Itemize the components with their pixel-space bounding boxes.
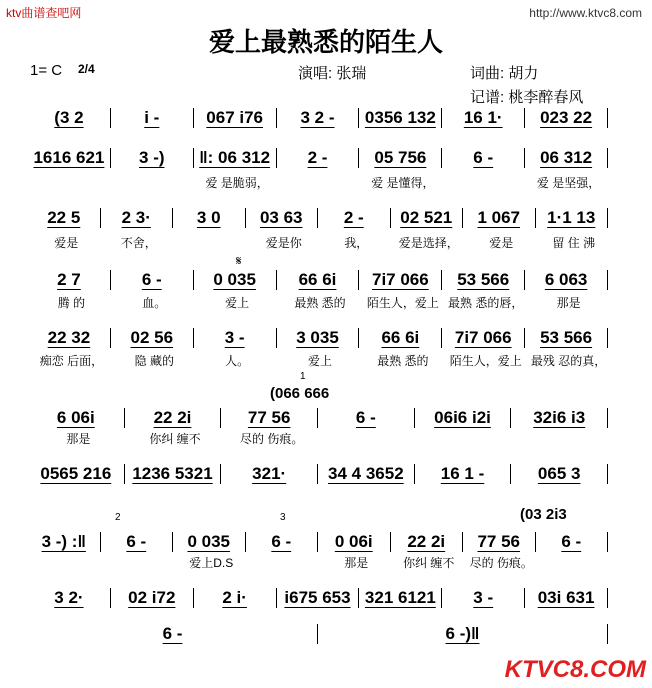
- lyric: [103, 556, 176, 570]
- measure: 02 i72: [128, 588, 176, 607]
- measure: 6 -)‖: [445, 624, 480, 643]
- measure: 7i7 066: [454, 328, 512, 347]
- bar-line: [462, 208, 463, 228]
- key-signature: 1= C: [30, 62, 63, 79]
- lyric: 人。: [225, 354, 250, 368]
- bar-line: [276, 108, 277, 128]
- composer: 词曲: 胡力: [470, 65, 539, 82]
- song-title: 爱上最熟悉的陌生人: [208, 28, 443, 58]
- measure: 6 -: [126, 532, 147, 551]
- measure: 06 312: [540, 148, 593, 167]
- bar-line: [317, 464, 318, 484]
- bar-line: [193, 270, 194, 290]
- measure: 22 2i: [407, 532, 446, 551]
- measure: 03 63: [259, 208, 303, 227]
- measure: 16 1 -: [440, 464, 485, 483]
- bar-line: [414, 464, 415, 484]
- lyric: [30, 176, 113, 190]
- bar-line: [414, 408, 415, 428]
- measure: i -: [144, 108, 160, 127]
- measure: 05 756: [374, 148, 427, 167]
- measure: 6 -: [271, 532, 292, 551]
- bar-line: [607, 270, 608, 290]
- site-url[interactable]: http://www.ktvc8.com: [529, 6, 642, 20]
- bar-line: [193, 588, 194, 608]
- lyric: [279, 176, 362, 190]
- bar-line: [358, 588, 359, 608]
- measure: 023 22: [540, 108, 593, 127]
- bar-line: [462, 532, 463, 552]
- transcriber: 记谱: 桃李醉春风: [470, 89, 584, 106]
- lyric: [538, 556, 611, 570]
- lyrics-row: [30, 296, 610, 310]
- lyric: 爱 是脆弱，: [205, 176, 269, 190]
- bar-line: [193, 148, 194, 168]
- measure: 3 035: [296, 328, 339, 347]
- lyric: [444, 176, 527, 190]
- measure: 6 -: [473, 148, 494, 167]
- lyric: 爱上: [308, 354, 333, 368]
- lyric: [417, 432, 514, 446]
- measure: 0356 132: [364, 108, 436, 127]
- bar-line: [110, 328, 111, 348]
- bar-line: [524, 148, 525, 168]
- measure: 6 -: [561, 532, 582, 551]
- time-signature: 2/4: [78, 62, 95, 76]
- lyric: 那是: [66, 432, 91, 446]
- bar-line: [358, 148, 359, 168]
- lyrics-row: [30, 556, 610, 570]
- lyric: [513, 432, 610, 446]
- bar-line: [607, 532, 608, 552]
- lyric: 爱是: [489, 236, 514, 250]
- alt-ending-1: (066 666: [270, 385, 330, 402]
- measure: 16 1·: [463, 108, 503, 127]
- measure: 3 -: [224, 328, 245, 347]
- lyric: 爱 是懂得，: [371, 176, 435, 190]
- measure: 6 06i: [56, 408, 95, 427]
- measure: 3 2 -: [300, 108, 335, 127]
- measure: 3 -): [139, 148, 165, 167]
- lyric: [320, 432, 417, 446]
- lyrics-row: [30, 354, 610, 368]
- lyric: 爱是选择，: [398, 236, 459, 250]
- lyric: 陌生人，爱上: [366, 296, 439, 310]
- bar-line: [524, 328, 525, 348]
- alt-ending-2: (03 2i3: [520, 506, 567, 523]
- measure: 32i6 i3: [533, 408, 586, 427]
- bar-line: [317, 208, 318, 228]
- bar-line: [441, 108, 442, 128]
- measure: 03i 631: [537, 588, 595, 607]
- bar-line: [193, 328, 194, 348]
- bar-line: [245, 208, 246, 228]
- volta-1: 1: [300, 371, 306, 382]
- measure: 2 7: [57, 270, 81, 289]
- measure: 321·: [252, 464, 287, 483]
- bar-line: [110, 148, 111, 168]
- lyric: 最残 忍的真，: [530, 354, 607, 368]
- bar-line: [535, 532, 536, 552]
- bar-line: [276, 328, 277, 348]
- measure: 53 566: [540, 328, 593, 347]
- bar-line: [390, 208, 391, 228]
- lyric: 我，: [344, 236, 369, 250]
- site-name[interactable]: ktv曲谱查吧网: [6, 6, 82, 20]
- measure: 065 3: [537, 464, 581, 483]
- volta-3: 3: [280, 512, 286, 523]
- bar-line: [441, 328, 442, 348]
- lyric: 陌生人，爱上: [449, 354, 522, 368]
- bar-line: [100, 532, 101, 552]
- lyric: 腾 的: [57, 296, 86, 310]
- score-row: [30, 328, 610, 348]
- bar-line: [524, 270, 525, 290]
- bar-line: [358, 270, 359, 290]
- bar-line: [607, 148, 608, 168]
- lyric: 爱上: [225, 296, 250, 310]
- measure: 1 067: [477, 208, 521, 227]
- measure: 77 56: [247, 408, 291, 427]
- bar-line: [607, 588, 608, 608]
- lyric: 爱是: [54, 236, 79, 250]
- measure: 02 56: [130, 328, 174, 347]
- bar-line: [524, 588, 525, 608]
- measure: 06i6 i2i: [434, 408, 491, 427]
- score-row: [30, 148, 610, 168]
- bar-line: [358, 108, 359, 128]
- bar-line: [441, 588, 442, 608]
- measure: 6 -: [141, 270, 162, 289]
- lyric: 尽的 伤痕。: [240, 432, 304, 446]
- measure: 1616 621: [33, 148, 105, 167]
- measure: 2 -: [343, 208, 364, 227]
- bar-line: [193, 108, 194, 128]
- bar-line: [607, 208, 608, 228]
- measure: 34 4 3652: [328, 464, 404, 483]
- measure: 0 035: [213, 270, 256, 289]
- measure: 1236 5321: [132, 464, 213, 483]
- bar-line: [220, 464, 221, 484]
- lyric: [248, 556, 321, 570]
- score-row: [30, 208, 610, 228]
- measure: 53 566: [457, 270, 510, 289]
- bar-line: [317, 532, 318, 552]
- measure: 6 063: [544, 270, 588, 289]
- bar-line: [607, 328, 608, 348]
- measure: 0 06i: [334, 532, 373, 551]
- measure: 067 i76: [206, 108, 264, 127]
- lyric: 痴恋 后面，: [39, 354, 104, 368]
- measure: 77 56: [477, 532, 521, 551]
- lyric: 最熟 悉的唇，: [448, 296, 524, 310]
- measure: 2 -: [307, 148, 328, 167]
- score-row: [30, 270, 610, 290]
- bar-line: [110, 108, 111, 128]
- bar-line: [524, 108, 525, 128]
- lyric: 最熟 悉的: [294, 296, 346, 310]
- lyrics-row: [30, 432, 610, 446]
- measure: ‖: 06 312: [199, 148, 271, 167]
- score-row: [30, 624, 610, 644]
- bar-line: [607, 408, 608, 428]
- site-logo: KTVC8.COM: [504, 656, 646, 683]
- bar-line: [535, 208, 536, 228]
- lyric: 不舍，: [120, 236, 157, 250]
- bar-line: [390, 532, 391, 552]
- measure: 3 0: [196, 208, 221, 227]
- lyric: 你纠 缠不: [149, 432, 201, 446]
- score-row: [30, 464, 610, 484]
- measure: 3 2·: [54, 588, 84, 607]
- score-row: [30, 108, 610, 128]
- measure: 2 i·: [222, 588, 247, 607]
- bar-line: [220, 408, 221, 428]
- lyric: 那是: [344, 556, 369, 570]
- segno-sign: 𝄋: [236, 253, 242, 268]
- lyrics-row: [30, 236, 610, 250]
- bar-line: [110, 270, 111, 290]
- lyric: 爱 是坚强，: [536, 176, 601, 190]
- measure: 02 521: [400, 208, 453, 227]
- bar-line: [441, 148, 442, 168]
- bar-line: [607, 464, 608, 484]
- bar-line: [317, 408, 318, 428]
- measure: 2 3·: [121, 208, 151, 227]
- volta-2: 2: [115, 512, 121, 523]
- measure: 6 -: [355, 408, 376, 427]
- score-row: [30, 408, 610, 428]
- bar-line: [100, 208, 101, 228]
- lyric: 留 住 沸: [552, 236, 596, 250]
- measure: 22 2i: [153, 408, 192, 427]
- bar-line: [276, 588, 277, 608]
- measure: (3 2: [54, 108, 84, 127]
- lyric: [30, 556, 103, 570]
- bar-line: [124, 408, 125, 428]
- singer: 演唱: 张瑞: [298, 65, 367, 82]
- lyric: 爱是你: [265, 236, 302, 250]
- score-row: [30, 588, 610, 608]
- bar-line: [510, 408, 511, 428]
- lyric: 最熟 悉的: [377, 354, 429, 368]
- lyric: [113, 176, 196, 190]
- measure: 3 -) :‖: [41, 532, 86, 551]
- bar-line: [607, 108, 608, 128]
- measure: 321 6121: [364, 588, 436, 607]
- measure: i675 653: [284, 588, 351, 607]
- measure: 7i7 066: [372, 270, 429, 289]
- bar-line: [276, 148, 277, 168]
- measure: 1·1 13: [547, 208, 596, 227]
- measure: 66 6i: [298, 270, 337, 289]
- bar-line: [245, 532, 246, 552]
- bar-line: [276, 270, 277, 290]
- lyrics-row: [30, 176, 610, 190]
- measure: 22 5: [47, 208, 81, 227]
- measure: 3 -: [473, 588, 494, 607]
- bar-line: [441, 270, 442, 290]
- measure: 0565 216: [40, 464, 112, 483]
- bar-line: [110, 588, 111, 608]
- lyric: 血。: [142, 296, 167, 310]
- bar-line: [172, 208, 173, 228]
- score-row: [30, 532, 610, 552]
- bar-line: [124, 464, 125, 484]
- measure: 22 32: [47, 328, 91, 347]
- bar-line: [510, 464, 511, 484]
- bar-line: [358, 328, 359, 348]
- lyric: 你纠 缠不: [403, 556, 455, 570]
- lyric: 尽的 伤痕。: [469, 556, 533, 570]
- bar-line: [607, 624, 608, 644]
- measure: 6 -: [162, 624, 183, 643]
- lyric: 隐 藏的: [134, 354, 174, 368]
- bar-line: [172, 532, 173, 552]
- bar-line: [317, 624, 318, 644]
- measure: 66 6i: [381, 328, 420, 347]
- lyric: 那是: [556, 296, 581, 310]
- lyric: [175, 236, 248, 250]
- lyric: 爱上D.S: [189, 556, 234, 570]
- measure: 0 035: [187, 532, 231, 551]
